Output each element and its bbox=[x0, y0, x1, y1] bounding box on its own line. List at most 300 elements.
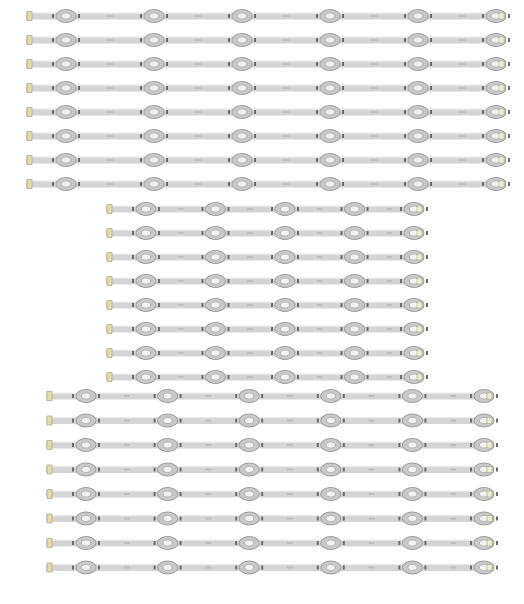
pad bbox=[297, 327, 299, 331]
pad bbox=[424, 541, 426, 545]
led-chip bbox=[82, 516, 91, 522]
pad bbox=[98, 566, 100, 570]
resistor bbox=[107, 15, 113, 17]
led-chip bbox=[62, 133, 71, 139]
led-chip bbox=[211, 230, 220, 236]
pad bbox=[98, 443, 100, 447]
resistor bbox=[317, 328, 323, 330]
pad bbox=[404, 86, 406, 90]
pad bbox=[254, 86, 256, 90]
pad bbox=[52, 86, 54, 90]
pad bbox=[98, 492, 100, 496]
pad bbox=[430, 14, 432, 18]
pad bbox=[228, 231, 230, 235]
pad bbox=[180, 541, 182, 545]
group-b-strip bbox=[106, 323, 428, 336]
led-chip bbox=[326, 157, 335, 163]
resistor bbox=[124, 444, 130, 446]
resistor bbox=[317, 376, 323, 378]
resistor bbox=[107, 87, 113, 89]
end-cap bbox=[417, 254, 422, 260]
led-chip bbox=[408, 393, 417, 399]
led-chip bbox=[245, 393, 254, 399]
led-chip bbox=[408, 516, 417, 522]
pad bbox=[98, 419, 100, 423]
led-chip bbox=[326, 393, 335, 399]
led-chip bbox=[211, 374, 220, 380]
led-chip bbox=[245, 418, 254, 424]
pad bbox=[52, 134, 54, 138]
resistor bbox=[450, 395, 456, 397]
pad bbox=[271, 255, 273, 259]
pad bbox=[158, 303, 160, 307]
resistor bbox=[371, 87, 377, 89]
led-chip bbox=[238, 133, 247, 139]
group-b-strip bbox=[106, 227, 428, 240]
led-chip bbox=[326, 61, 335, 67]
pad bbox=[235, 517, 237, 521]
resistor bbox=[450, 493, 456, 495]
led-chip bbox=[408, 467, 417, 473]
pad bbox=[508, 38, 510, 42]
pad bbox=[98, 517, 100, 521]
pad bbox=[166, 62, 168, 66]
led-chip bbox=[281, 302, 290, 308]
pad bbox=[98, 394, 100, 398]
pad bbox=[132, 279, 134, 283]
resistor bbox=[247, 376, 253, 378]
led-chip bbox=[408, 418, 417, 424]
led-chip bbox=[62, 37, 71, 43]
pad bbox=[132, 231, 134, 235]
pad bbox=[508, 158, 510, 162]
pad bbox=[202, 231, 204, 235]
resistor bbox=[283, 159, 289, 161]
connector bbox=[27, 36, 32, 45]
group-a-strip bbox=[26, 106, 510, 119]
led-chip bbox=[326, 181, 335, 187]
pad bbox=[140, 158, 142, 162]
pad bbox=[398, 468, 400, 472]
connector bbox=[47, 441, 52, 450]
pad bbox=[98, 468, 100, 472]
pad bbox=[52, 62, 54, 66]
pad bbox=[341, 231, 343, 235]
led-chip bbox=[350, 254, 359, 260]
resistor bbox=[450, 518, 456, 520]
resistor bbox=[178, 352, 184, 354]
resistor bbox=[459, 63, 465, 65]
resistor bbox=[124, 493, 130, 495]
led-chip bbox=[238, 181, 247, 187]
strip-highlight bbox=[26, 133, 506, 134]
pad bbox=[202, 327, 204, 331]
pad bbox=[341, 303, 343, 307]
resistor bbox=[195, 135, 201, 137]
pad bbox=[341, 327, 343, 331]
resistor bbox=[369, 444, 375, 446]
resistor bbox=[450, 444, 456, 446]
led-chip bbox=[281, 254, 290, 260]
strip-highlight bbox=[46, 515, 494, 516]
pad bbox=[316, 158, 318, 162]
pad bbox=[398, 443, 400, 447]
resistor bbox=[386, 376, 392, 378]
pad bbox=[317, 419, 319, 423]
resistor bbox=[195, 63, 201, 65]
resistor bbox=[459, 111, 465, 113]
pad bbox=[343, 394, 345, 398]
resistor bbox=[107, 183, 113, 185]
pad bbox=[271, 303, 273, 307]
resistor bbox=[386, 328, 392, 330]
pad bbox=[341, 351, 343, 355]
led-chip bbox=[281, 350, 290, 356]
connector bbox=[47, 514, 52, 523]
pad bbox=[341, 255, 343, 259]
led-chip bbox=[62, 85, 71, 91]
pad bbox=[235, 419, 237, 423]
led-chip bbox=[211, 254, 220, 260]
led-chip bbox=[82, 393, 91, 399]
resistor bbox=[247, 280, 253, 282]
pad bbox=[78, 182, 80, 186]
strip-highlight bbox=[26, 61, 506, 62]
pad bbox=[297, 207, 299, 211]
pad bbox=[140, 38, 142, 42]
pad bbox=[202, 279, 204, 283]
led-chip bbox=[62, 61, 71, 67]
pad bbox=[496, 419, 498, 423]
pad bbox=[316, 134, 318, 138]
pad bbox=[228, 86, 230, 90]
pad bbox=[158, 255, 160, 259]
resistor bbox=[107, 159, 113, 161]
pad bbox=[398, 492, 400, 496]
group-c-strip bbox=[46, 537, 498, 550]
pad bbox=[367, 327, 369, 331]
pad bbox=[202, 375, 204, 379]
end-cap bbox=[487, 516, 492, 522]
pad bbox=[78, 110, 80, 114]
pad bbox=[496, 443, 498, 447]
resistor bbox=[317, 304, 323, 306]
pad bbox=[343, 492, 345, 496]
led-chip bbox=[150, 109, 159, 115]
group-a-strip bbox=[26, 178, 510, 191]
pad bbox=[154, 419, 156, 423]
group-c-strip bbox=[46, 561, 498, 574]
resistor bbox=[386, 208, 392, 210]
pad bbox=[254, 14, 256, 18]
led-chip bbox=[326, 516, 335, 522]
connector bbox=[47, 490, 52, 499]
pad bbox=[261, 443, 263, 447]
pad bbox=[254, 110, 256, 114]
led-chip bbox=[142, 278, 151, 284]
led-chip bbox=[414, 133, 423, 139]
pad bbox=[404, 158, 406, 162]
pad bbox=[400, 351, 402, 355]
pad bbox=[254, 134, 256, 138]
resistor bbox=[317, 232, 323, 234]
pad bbox=[341, 207, 343, 211]
end-cap bbox=[499, 181, 504, 187]
resistor bbox=[287, 567, 293, 569]
led-chip bbox=[408, 491, 417, 497]
pad bbox=[228, 351, 230, 355]
pad bbox=[426, 303, 428, 307]
group-a-strip bbox=[26, 58, 510, 71]
end-cap bbox=[487, 565, 492, 571]
led-chip bbox=[238, 37, 247, 43]
end-cap bbox=[417, 374, 422, 380]
resistor bbox=[124, 518, 130, 520]
pad bbox=[424, 492, 426, 496]
group-a-strip bbox=[26, 154, 510, 167]
pad bbox=[482, 134, 484, 138]
led-chip bbox=[245, 491, 254, 497]
led-chip bbox=[142, 206, 151, 212]
led-chip bbox=[350, 230, 359, 236]
pad bbox=[235, 541, 237, 545]
pad bbox=[343, 566, 345, 570]
pad bbox=[426, 255, 428, 259]
end-cap bbox=[499, 133, 504, 139]
led-chip bbox=[408, 565, 417, 571]
strip-highlight bbox=[26, 85, 506, 86]
group-b-strip bbox=[106, 203, 428, 216]
pad bbox=[317, 566, 319, 570]
pad bbox=[316, 14, 318, 18]
pad bbox=[400, 375, 402, 379]
resistor bbox=[205, 493, 211, 495]
pad bbox=[140, 62, 142, 66]
pad bbox=[78, 38, 80, 42]
resistor bbox=[369, 518, 375, 520]
pad bbox=[261, 517, 263, 521]
resistor bbox=[107, 39, 113, 41]
led-chip bbox=[62, 157, 71, 163]
resistor bbox=[195, 87, 201, 89]
pad bbox=[261, 468, 263, 472]
resistor bbox=[371, 183, 377, 185]
pad bbox=[180, 419, 182, 423]
pad bbox=[78, 158, 80, 162]
connector bbox=[107, 301, 112, 310]
resistor bbox=[195, 15, 201, 17]
resistor bbox=[369, 469, 375, 471]
pad bbox=[424, 443, 426, 447]
pad bbox=[72, 566, 74, 570]
resistor bbox=[283, 87, 289, 89]
pad bbox=[508, 62, 510, 66]
pad bbox=[316, 182, 318, 186]
pad bbox=[482, 86, 484, 90]
resistor bbox=[287, 493, 293, 495]
pad bbox=[430, 86, 432, 90]
pad bbox=[72, 517, 74, 521]
pad bbox=[228, 327, 230, 331]
pad bbox=[261, 394, 263, 398]
pad bbox=[228, 110, 230, 114]
led-chip bbox=[150, 37, 159, 43]
resistor bbox=[205, 518, 211, 520]
led-chip bbox=[281, 278, 290, 284]
pad bbox=[470, 394, 472, 398]
led-chip bbox=[142, 326, 151, 332]
pad bbox=[166, 158, 168, 162]
led-chip bbox=[408, 540, 417, 546]
pad bbox=[228, 38, 230, 42]
resistor bbox=[178, 376, 184, 378]
pad bbox=[404, 110, 406, 114]
pad bbox=[496, 566, 498, 570]
led-chip bbox=[326, 109, 335, 115]
pad bbox=[470, 443, 472, 447]
pad bbox=[132, 255, 134, 259]
pad bbox=[166, 86, 168, 90]
pad bbox=[482, 14, 484, 18]
connector bbox=[107, 349, 112, 358]
pad bbox=[342, 134, 344, 138]
pad bbox=[317, 517, 319, 521]
pad bbox=[317, 443, 319, 447]
led-chip bbox=[163, 393, 172, 399]
connector bbox=[47, 392, 52, 401]
resistor bbox=[178, 256, 184, 258]
led-chip bbox=[245, 540, 254, 546]
connector bbox=[107, 277, 112, 286]
pad bbox=[341, 375, 343, 379]
resistor bbox=[205, 395, 211, 397]
led-chip bbox=[82, 540, 91, 546]
resistor bbox=[371, 159, 377, 161]
pad bbox=[343, 419, 345, 423]
strip-highlight bbox=[26, 109, 506, 110]
pad bbox=[140, 110, 142, 114]
pad bbox=[140, 14, 142, 18]
end-cap bbox=[417, 278, 422, 284]
led-chip bbox=[281, 206, 290, 212]
led-chip bbox=[245, 565, 254, 571]
led-chip bbox=[414, 61, 423, 67]
pad bbox=[426, 279, 428, 283]
pad bbox=[202, 255, 204, 259]
pad bbox=[424, 468, 426, 472]
pad bbox=[342, 158, 344, 162]
resistor bbox=[124, 420, 130, 422]
led-chip bbox=[281, 230, 290, 236]
pad bbox=[297, 255, 299, 259]
resistor bbox=[386, 304, 392, 306]
pad bbox=[78, 62, 80, 66]
pad bbox=[404, 14, 406, 18]
pad bbox=[254, 38, 256, 42]
led-chip bbox=[150, 61, 159, 67]
pad bbox=[254, 62, 256, 66]
pad bbox=[72, 492, 74, 496]
led-chip bbox=[150, 157, 159, 163]
led-chip bbox=[82, 418, 91, 424]
resistor bbox=[459, 15, 465, 17]
end-cap bbox=[487, 540, 492, 546]
resistor bbox=[283, 135, 289, 137]
resistor bbox=[287, 469, 293, 471]
led-chip bbox=[62, 109, 71, 115]
pad bbox=[180, 394, 182, 398]
resistor bbox=[107, 63, 113, 65]
resistor bbox=[283, 63, 289, 65]
pad bbox=[72, 468, 74, 472]
resistor bbox=[450, 469, 456, 471]
resistor bbox=[107, 111, 113, 113]
pad bbox=[158, 231, 160, 235]
resistor bbox=[450, 542, 456, 544]
pad bbox=[261, 566, 263, 570]
led-chip bbox=[163, 516, 172, 522]
resistor bbox=[178, 208, 184, 210]
resistor bbox=[124, 542, 130, 544]
resistor bbox=[124, 469, 130, 471]
pad bbox=[166, 110, 168, 114]
connector bbox=[27, 132, 32, 141]
pad bbox=[482, 62, 484, 66]
group-b-strip bbox=[106, 347, 428, 360]
led-chip bbox=[211, 326, 220, 332]
group-c-strip bbox=[46, 439, 498, 452]
resistor bbox=[287, 444, 293, 446]
led-chip bbox=[150, 133, 159, 139]
resistor bbox=[205, 469, 211, 471]
pad bbox=[508, 86, 510, 90]
resistor bbox=[205, 542, 211, 544]
pad bbox=[342, 182, 344, 186]
pad bbox=[404, 134, 406, 138]
pad bbox=[404, 38, 406, 42]
pad bbox=[235, 443, 237, 447]
pad bbox=[180, 468, 182, 472]
pad bbox=[367, 207, 369, 211]
resistor bbox=[317, 208, 323, 210]
end-cap bbox=[417, 230, 422, 236]
resistor bbox=[369, 542, 375, 544]
pad bbox=[271, 279, 273, 283]
pad bbox=[254, 182, 256, 186]
pad bbox=[400, 207, 402, 211]
pad bbox=[430, 38, 432, 42]
led-chip bbox=[238, 85, 247, 91]
led-chip bbox=[163, 467, 172, 473]
pad bbox=[297, 231, 299, 235]
group-b-strip bbox=[106, 251, 428, 264]
pad bbox=[166, 14, 168, 18]
led-chip bbox=[211, 278, 220, 284]
connector bbox=[47, 416, 52, 425]
pad bbox=[426, 231, 428, 235]
pad bbox=[154, 566, 156, 570]
end-cap bbox=[417, 326, 422, 332]
led-chip bbox=[62, 13, 71, 19]
led-chip bbox=[211, 350, 220, 356]
resistor bbox=[369, 493, 375, 495]
connector bbox=[107, 373, 112, 382]
pad bbox=[235, 394, 237, 398]
pad bbox=[228, 255, 230, 259]
resistor bbox=[317, 352, 323, 354]
pad bbox=[424, 517, 426, 521]
end-cap bbox=[417, 350, 422, 356]
